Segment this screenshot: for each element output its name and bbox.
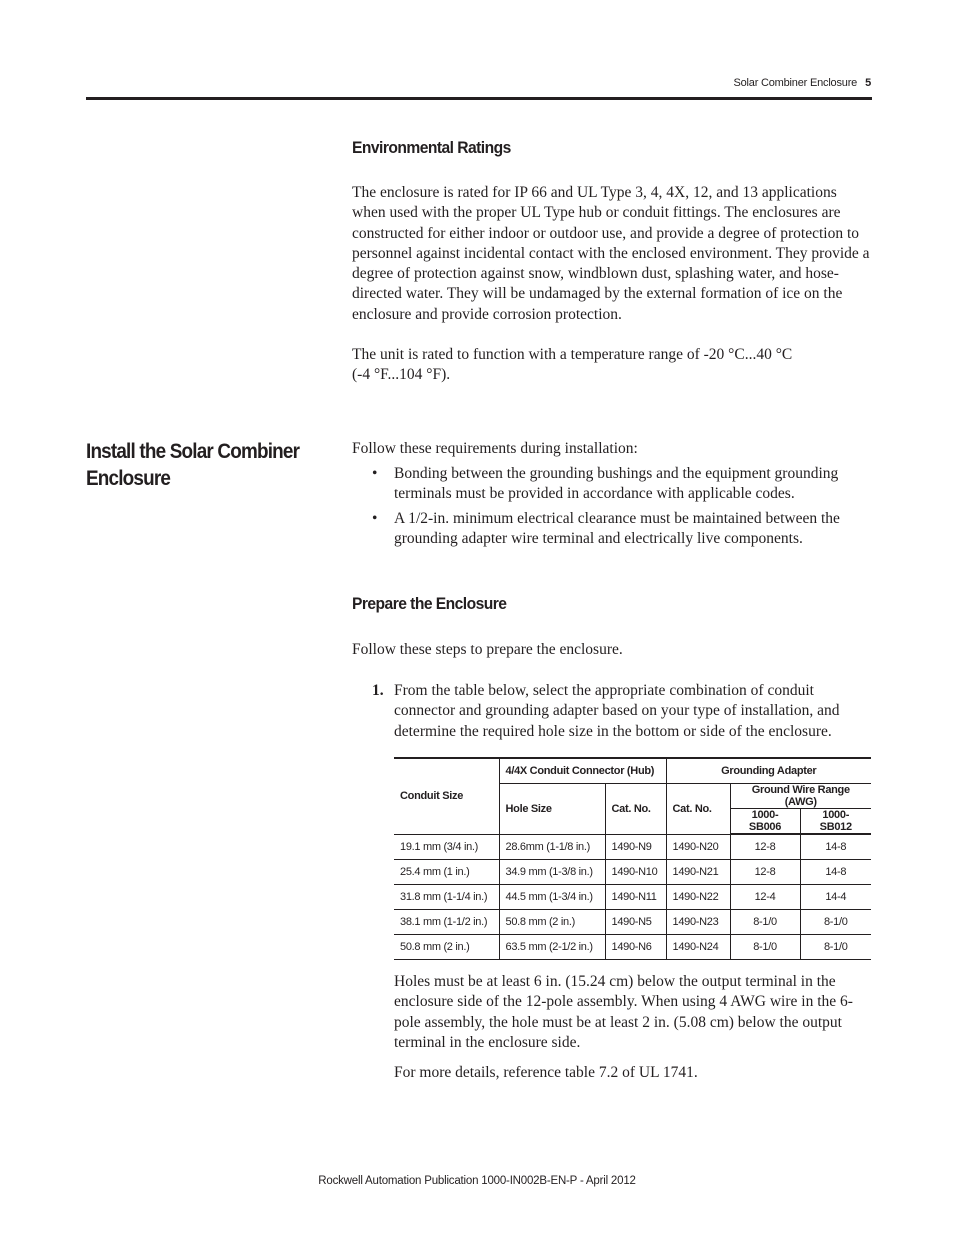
- temperature-range-line-2: (-4 °F...104 °F).: [352, 366, 451, 384]
- cell-sb006: 8-1/0: [730, 910, 800, 935]
- cell-cat-no: 1490-N10: [605, 860, 666, 885]
- environmental-ratings-heading: Environmental Ratings: [352, 138, 511, 157]
- cell-conduit-size: 25.4 mm (1 in.): [394, 860, 499, 885]
- header-grounding-group: Grounding Adapter: [666, 758, 871, 784]
- cell-cat-no: 1490-N11: [605, 885, 666, 910]
- table-row: [394, 885, 871, 910]
- step-number: 1.: [372, 682, 384, 699]
- cell-adapter-cat-no: 1490-N20: [666, 834, 730, 860]
- cell-cat-no: 1490-N5: [605, 910, 666, 935]
- cell-conduit-size: 19.1 mm (3/4 in.): [394, 834, 499, 860]
- environmental-ratings-paragraph: The enclosure is rated for IP 66 and UL Type 3, 4, 4X, 12, and 13 applications when used with the proper UL Type hub or conduit fittings. The enclosures are constructed for either indoor or outdoor use, and provide a degree of protection to personnel against incidental contact with the enclosed environment. They provide a degree of protection against snow, windblown dust, splashing water, and hose-directed water. They will be undamaged by the external formation of ice on the enclosure and provide corrosion protection.: [352, 184, 870, 323]
- cell-adapter-cat-no: 1490-N23: [666, 910, 730, 935]
- cell-sb006: 12-8: [730, 834, 800, 860]
- table-row: [394, 935, 871, 960]
- ul-reference-note: For more details, reference table 7.2 of UL 1741.: [394, 1064, 698, 1081]
- cell-sb012: 8-1/0: [800, 935, 871, 960]
- table-row: [394, 834, 871, 860]
- header-conduit-size: Conduit Size: [394, 758, 499, 834]
- cell-adapter-cat-no: 1490-N22: [666, 885, 730, 910]
- running-header: [733, 77, 871, 89]
- prepare-enclosure-heading: Prepare the Enclosure: [352, 594, 507, 613]
- header-cat-no: Cat. No.: [605, 784, 666, 835]
- page-number: 5: [865, 77, 871, 89]
- cell-sb012: 14-8: [800, 834, 871, 860]
- publication-footer: Rockwell Automation Publication 1000-IN002B-EN-P - April 2012: [318, 1175, 636, 1187]
- header-sb012: 1000-SB012: [800, 809, 871, 835]
- table-row: [394, 860, 871, 885]
- list-item: [352, 464, 874, 505]
- cell-conduit-size: 50.8 mm (2 in.): [394, 935, 499, 960]
- cell-sb006: 8-1/0: [730, 935, 800, 960]
- cell-adapter-cat-no: 1490-N21: [666, 860, 730, 885]
- cell-hole-size: 50.8 mm (2 in.): [499, 910, 605, 935]
- cell-sb012: 14-4: [800, 885, 871, 910]
- cell-hole-size: 28.6mm (1-1/8 in.): [499, 834, 605, 860]
- install-requirements-list: [352, 464, 874, 554]
- header-sb006: 1000-SB006: [730, 809, 800, 835]
- step-1: [352, 681, 874, 742]
- header-wire-range-group: Ground Wire Range (AWG): [730, 784, 871, 809]
- list-item-text: A 1/2-in. minimum electrical clearance must be maintained between the grounding adapter wire terminal and electrically live components.: [394, 510, 840, 548]
- cell-conduit-size: 38.1 mm (1-1/2 in.): [394, 910, 499, 935]
- hole-placement-note: Holes must be at least 6 in. (15.24 cm) below the output terminal in the enclosure side of the 12-pole assembly. When using 4 AWG wire in the 6-pole assembly, the hole must be at least 2 in. (5.08 cm) below the output terminal in the enclosure side.: [394, 973, 853, 1051]
- header-hole-size: Hole Size: [499, 784, 605, 835]
- cell-sb006: 12-8: [730, 860, 800, 885]
- list-item: [352, 509, 874, 550]
- running-header-title: Solar Combiner Enclosure: [733, 77, 858, 89]
- install-intro: Follow these requirements during installation:: [352, 440, 638, 457]
- cell-sb006: 12-4: [730, 885, 800, 910]
- cell-conduit-size: 31.8 mm (1-1/4 in.): [394, 885, 499, 910]
- cell-adapter-cat-no: 1490-N24: [666, 935, 730, 960]
- cell-sb012: 14-8: [800, 860, 871, 885]
- temperature-range-line-1: The unit is rated to function with a temperature range of -20 °C...40 °C: [352, 346, 793, 363]
- cell-hole-size: 63.5 mm (2-1/2 in.): [499, 935, 605, 960]
- bullet-icon: •: [372, 465, 378, 482]
- header-hub-group: 4/4X Conduit Connector (Hub): [499, 758, 666, 784]
- prepare-intro: Follow these steps to prepare the enclosure.: [352, 641, 623, 658]
- bullet-icon: •: [372, 510, 378, 528]
- table-row: [394, 910, 871, 935]
- cell-cat-no: 1490-N9: [605, 834, 666, 860]
- header-adapter-cat-no: Cat. No.: [666, 784, 730, 835]
- temperature-range-paragraph: [352, 345, 874, 386]
- header-rule: [86, 97, 872, 100]
- conduit-grounding-table: [394, 757, 871, 960]
- install-section-heading: Install the Solar Combiner Enclosure: [86, 440, 300, 490]
- cell-hole-size: 44.5 mm (1-3/4 in.): [499, 885, 605, 910]
- cell-hole-size: 34.9 mm (1-3/8 in.): [499, 860, 605, 885]
- list-item-text: Bonding between the grounding bushings and the equipment grounding terminals must be provided in accordance with applicable codes.: [394, 465, 839, 503]
- step-text: From the table below, select the appropriate combination of conduit connector and grounding adapter based on your type of installation, and determine the required hole size in the bottom or side of the enclosure.: [394, 682, 840, 740]
- cell-cat-no: 1490-N6: [605, 935, 666, 960]
- cell-sb012: 8-1/0: [800, 910, 871, 935]
